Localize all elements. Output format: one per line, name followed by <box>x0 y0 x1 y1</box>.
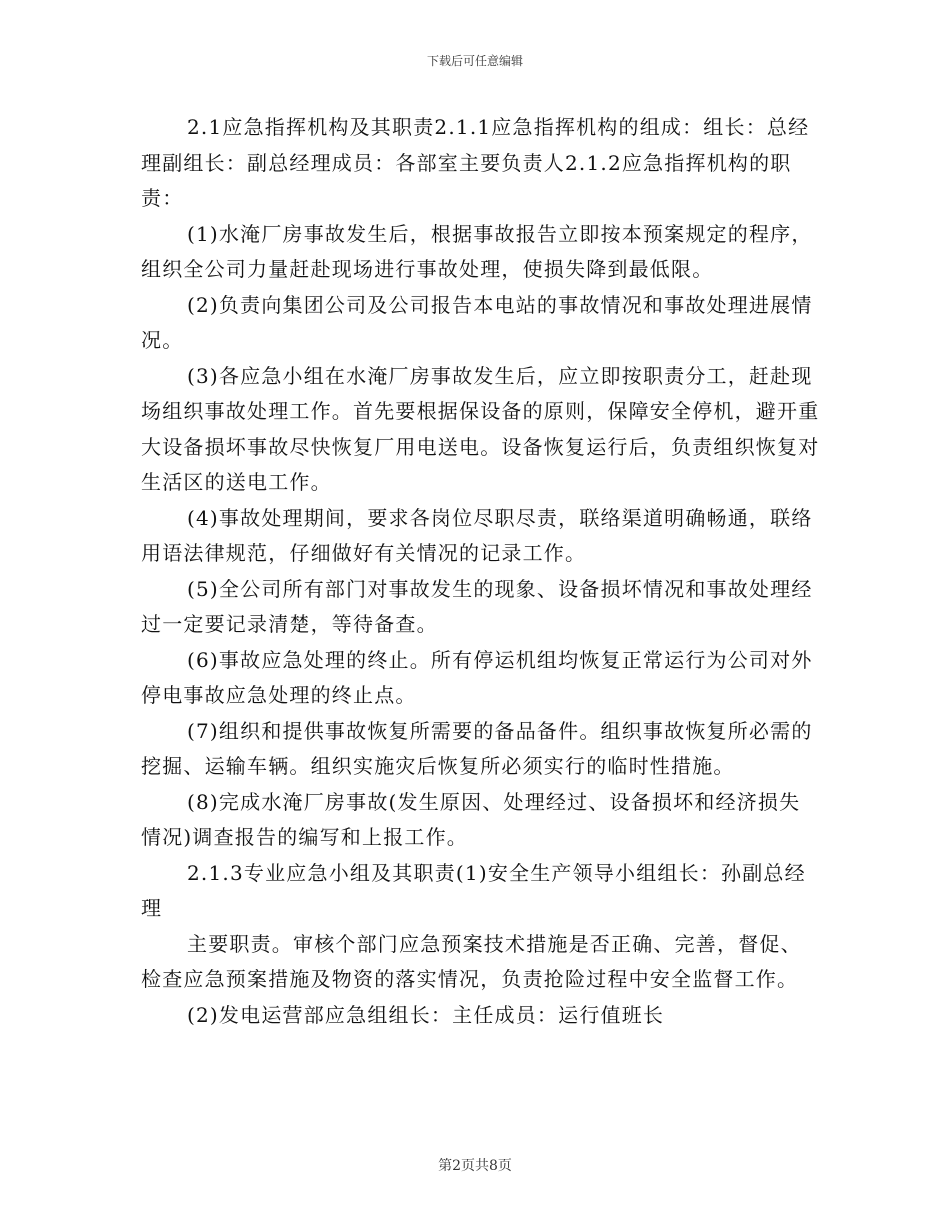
paragraph-duty-5: (5)全公司所有部门对事故发生的现象、设备损坏情况和事故处理经过一定要记录清楚，等待备查。 <box>141 576 813 636</box>
paragraph-duty-8: (8)完成水淹厂房事故(发生原因、处理经过、设备损坏和经济损失情况)调查报告的编写和上报工作。 <box>141 789 801 849</box>
paragraph-duty-1: (1)水淹厂房事故发生后，根据事故报告立即按本预案规定的程序，组织全公司力量赶赴现场进行事故处理，使损失降到最低限。 <box>141 221 813 281</box>
document-body <box>141 110 821 1033</box>
paragraph-duty-3: (3)各应急小组在水淹厂房事故发生后，应立即按职责分工，赶赴现场组织事故处理工作。首先要根据保设备的原则，保障安全停机，避开重大设备损坏事故尽快恢复厂用电送电。设备恢复运行后，负责组织恢复对生活区的送电工作。 <box>141 363 820 494</box>
paragraph-power-ops-group: (2)发电运营部应急组组长：主任成员：运行值班长 <box>187 1002 665 1027</box>
paragraph-2-1-3-special-groups: 2.1.3专业应急小组及其职责(1)安全生产领导小组组长：孙副总经理 <box>141 860 806 920</box>
paragraph-duty-7: (7)组织和提供事故恢复所需要的备品备件。组织事故恢复所必需的挖掘、运输车辆。组织实施灾后恢复所必须实行的临时性措施。 <box>141 718 813 778</box>
page-number: 第2页共8页 <box>438 1158 512 1174</box>
paragraph-main-duties: 主要职责。审核个部门应急预案技术措施是否正确、完善，督促、检查应急预案措施及物资的落实情况，负责抢险过程中安全监督工作。 <box>141 931 802 991</box>
paragraph-duty-4: (4)事故处理期间，要求各岗位尽职尽责，联络渠道明确畅通，联络用语法律规范，仔细做好有关情况的记录工作。 <box>141 505 813 565</box>
paragraph-duty-6: (6)事故应急处理的终止。所有停运机组均恢复正常运行为公司对外停电事故应急处理的终止点。 <box>141 647 813 707</box>
paragraph-duty-2: (2)负责向集团公司及公司报告本电站的事故情况和事故处理进展情况。 <box>141 292 813 352</box>
page-header-note: 下载后可任意编辑 <box>426 54 523 68</box>
paragraph-2-1-command-structure: 2.1应急指挥机构及其职责2.1.1应急指挥机构的组成：组长：总经理副组长：副总经理成员：各部室主要负责人2.1.2应急指挥机构的职责： <box>141 115 810 210</box>
